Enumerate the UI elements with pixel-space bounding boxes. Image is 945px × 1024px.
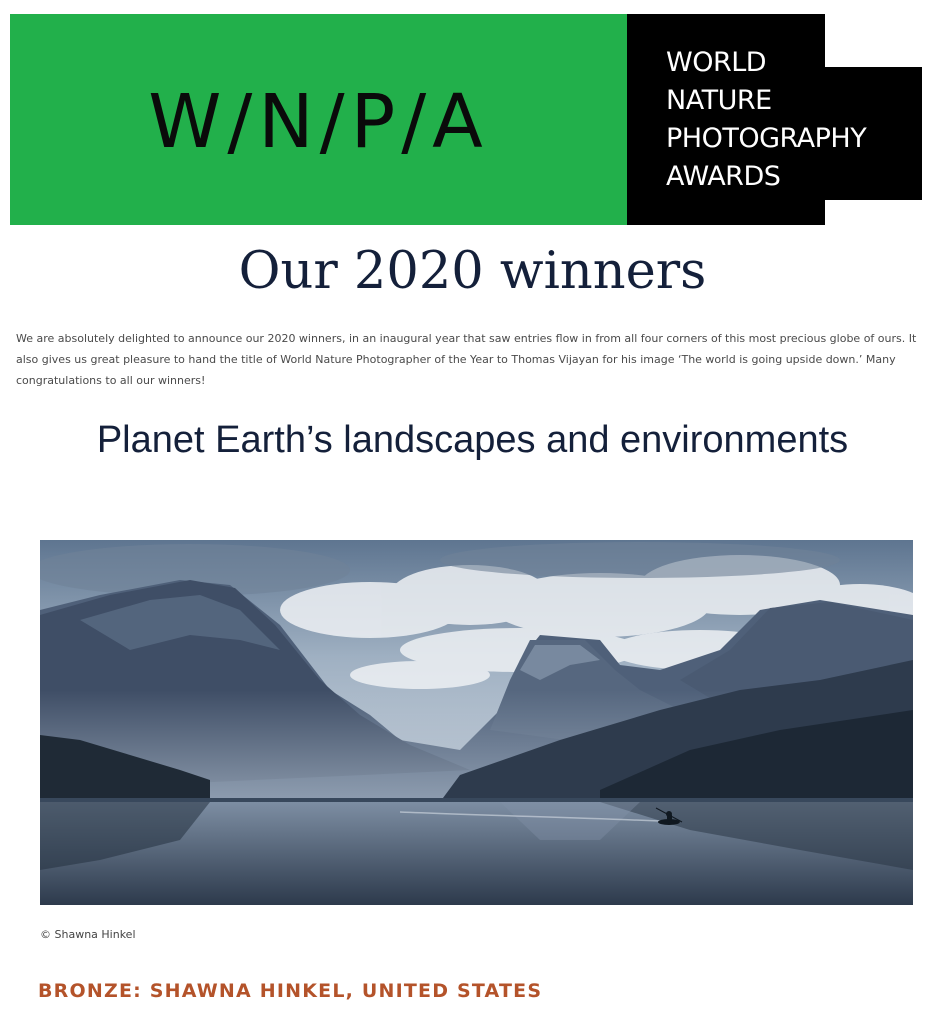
page-headline: Our 2020 winners (238, 242, 707, 301)
site-banner[interactable] (10, 14, 926, 226)
wnpa-logo[interactable]: W/N/P/A (148, 78, 489, 165)
wordmark-line-2: NATURE (666, 85, 772, 116)
wordmark-line-4: AWARDS (666, 161, 781, 192)
intro-paragraph: We are absolutely delighted to announce our 2020 winners, in an inaugural year that saw entries flow in from all four corners of this most precious globe of ours. It also gives us great pleasure to hand the title of World Nature Photographer of the Year to Thomas Vijayan for his image ‘The world is going upside down.’ Many congratulations to all our winners! (16, 332, 917, 387)
photo-credit: © Shawna Hinkel (40, 928, 136, 941)
mountain-lake-photo-icon (40, 540, 913, 905)
award-label: BRONZE: SHAWNA HINKEL, UNITED STATES (38, 980, 543, 1002)
awards-wordmark (666, 44, 926, 196)
category-title: Planet Earth’s landscapes and environments (96, 419, 849, 461)
wordmark-line-1: WORLD (666, 47, 767, 78)
wordmark-line-3: PHOTOGRAPHY (666, 123, 867, 154)
winning-photo[interactable] (40, 540, 913, 905)
